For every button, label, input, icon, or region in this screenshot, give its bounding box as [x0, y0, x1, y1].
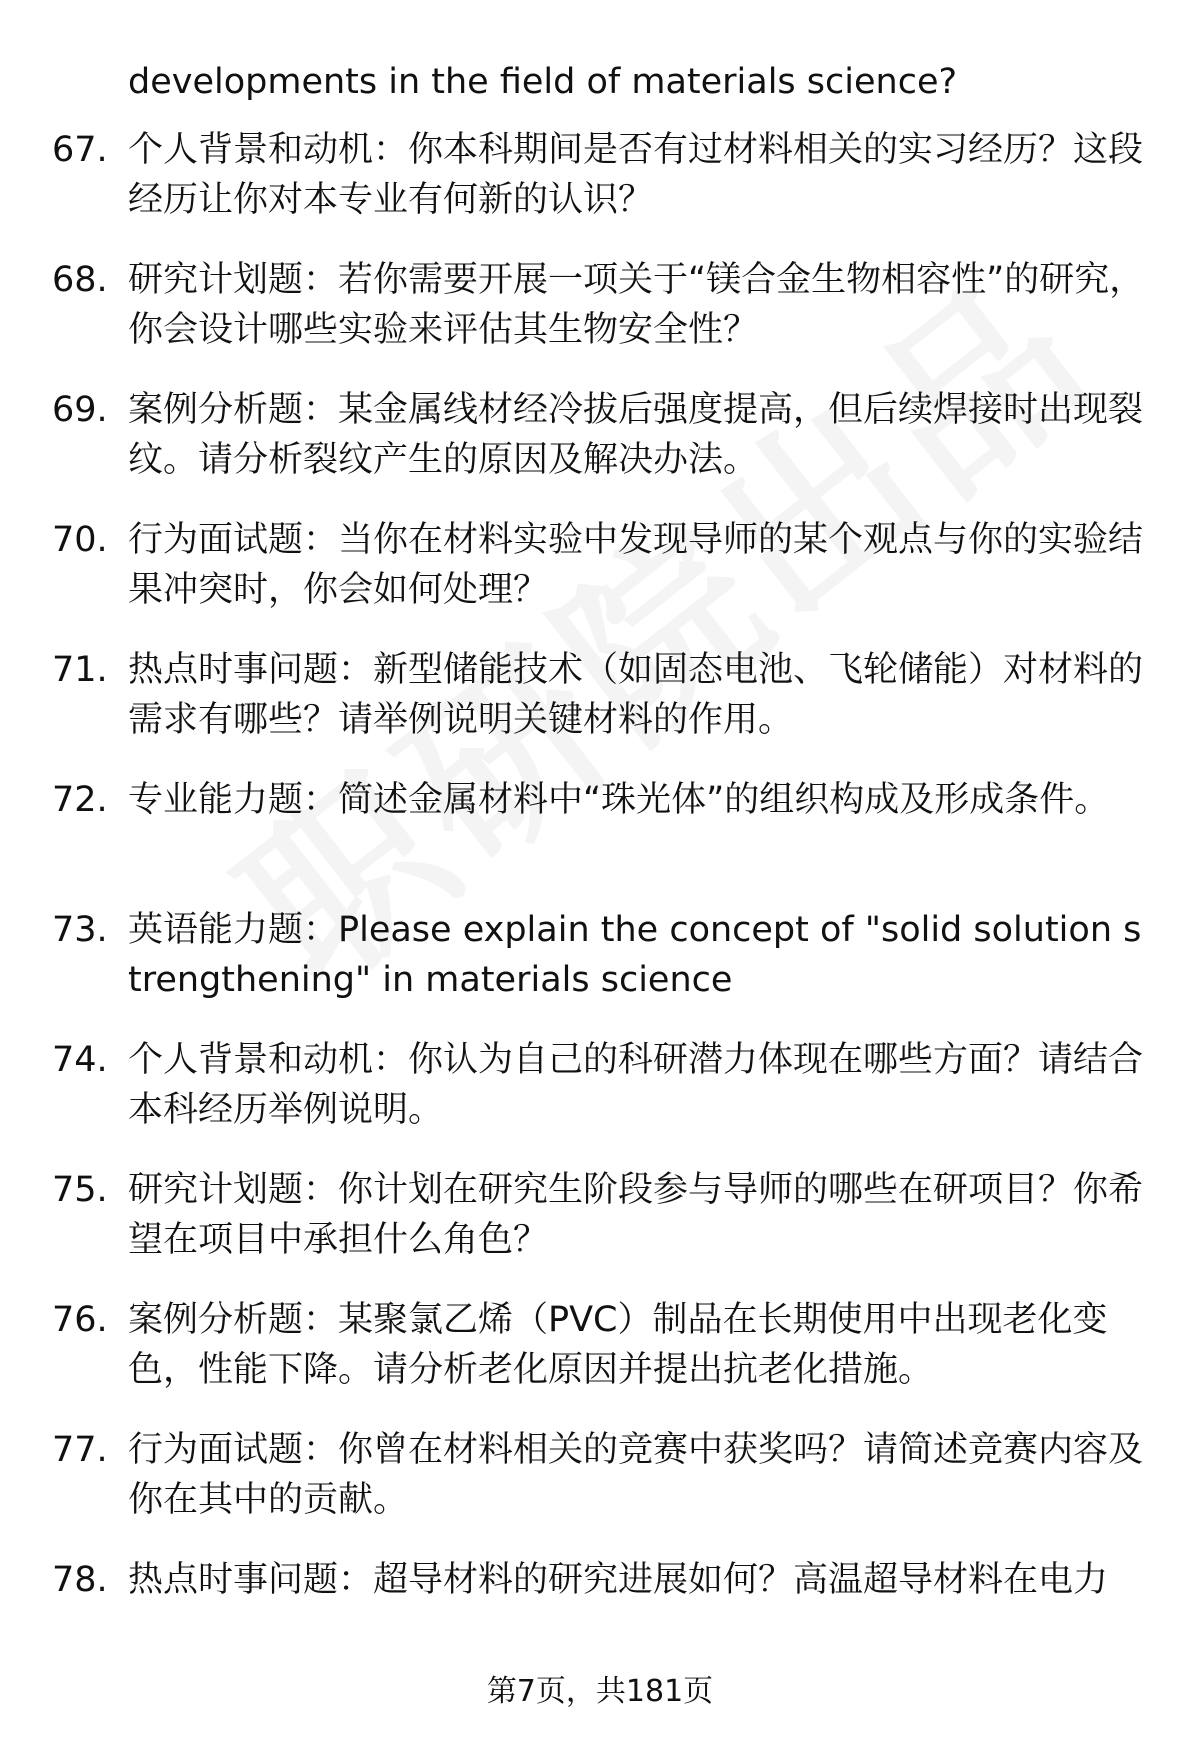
question-number: 76.: [52, 1300, 108, 1340]
question-text: 研究计划题：你计划在研究生阶段参与导师的哪些在研项目？你希望在项目中承担什么角色？: [128, 1170, 1144, 1260]
question-number: 73.: [52, 910, 108, 950]
question-text: 个人背景和动机：你认为自己的科研潜力体现在哪些方面？请结合本科经历举例说明。: [128, 1040, 1144, 1130]
continuation-text: developments in the field of materials science?: [128, 62, 958, 102]
question-text: 热点时事问题：新型储能技术（如固态电池、飞轮储能）对材料的需求有哪些？请举例说明关键材料的作用。: [128, 650, 1144, 740]
question-number: 72.: [52, 780, 108, 820]
question-number: 67.: [52, 130, 108, 170]
question-number: 77.: [52, 1430, 108, 1470]
question-number: 69.: [52, 390, 108, 430]
question-number: 75.: [52, 1170, 108, 1210]
question-text: 英语能力题：Please explain the concept of "solid solution strengthening" in materials science: [128, 910, 1142, 1000]
question-number: 70.: [52, 520, 108, 560]
question-text: 案例分析题：某聚氯乙烯（PVC）制品在长期使用中出现老化变色，性能下降。请分析老化原因并提出抗老化措施。: [128, 1300, 1108, 1390]
question-number: 78.: [52, 1560, 108, 1600]
question-text: 行为面试题：你曾在材料相关的竞赛中获奖吗？请简述竞赛内容及你在其中的贡献。: [128, 1430, 1144, 1520]
question-text: 研究计划题：若你需要开展一项关于“镁合金生物相容性”的研究，你会设计哪些实验来评估其生物安全性？: [128, 260, 1145, 350]
question-text: 行为面试题：当你在材料实验中发现导师的某个观点与你的实验结果冲突时，你会如何处理？: [128, 520, 1144, 610]
question-text: 案例分析题：某金属线材经冷拔后强度提高，但后续焊接时出现裂纹。请分析裂纹产生的原因及解决办法。: [128, 390, 1144, 480]
question-text: 热点时事问题：超导材料的研究进展如何？高温超导材料在电力: [128, 1560, 1109, 1600]
question-number: 74.: [52, 1040, 108, 1080]
question-number: 68.: [52, 260, 108, 300]
question-text: 个人背景和动机：你本科期间是否有过材料相关的实习经历？这段经历让你对本专业有何新的认识？: [128, 130, 1144, 220]
question-text: 专业能力题：简述金属材料中“珠光体”的组织构成及形成条件。: [128, 780, 1110, 820]
page-footer: 第7页，共181页: [486, 1674, 714, 1709]
question-number: 71.: [52, 650, 108, 690]
